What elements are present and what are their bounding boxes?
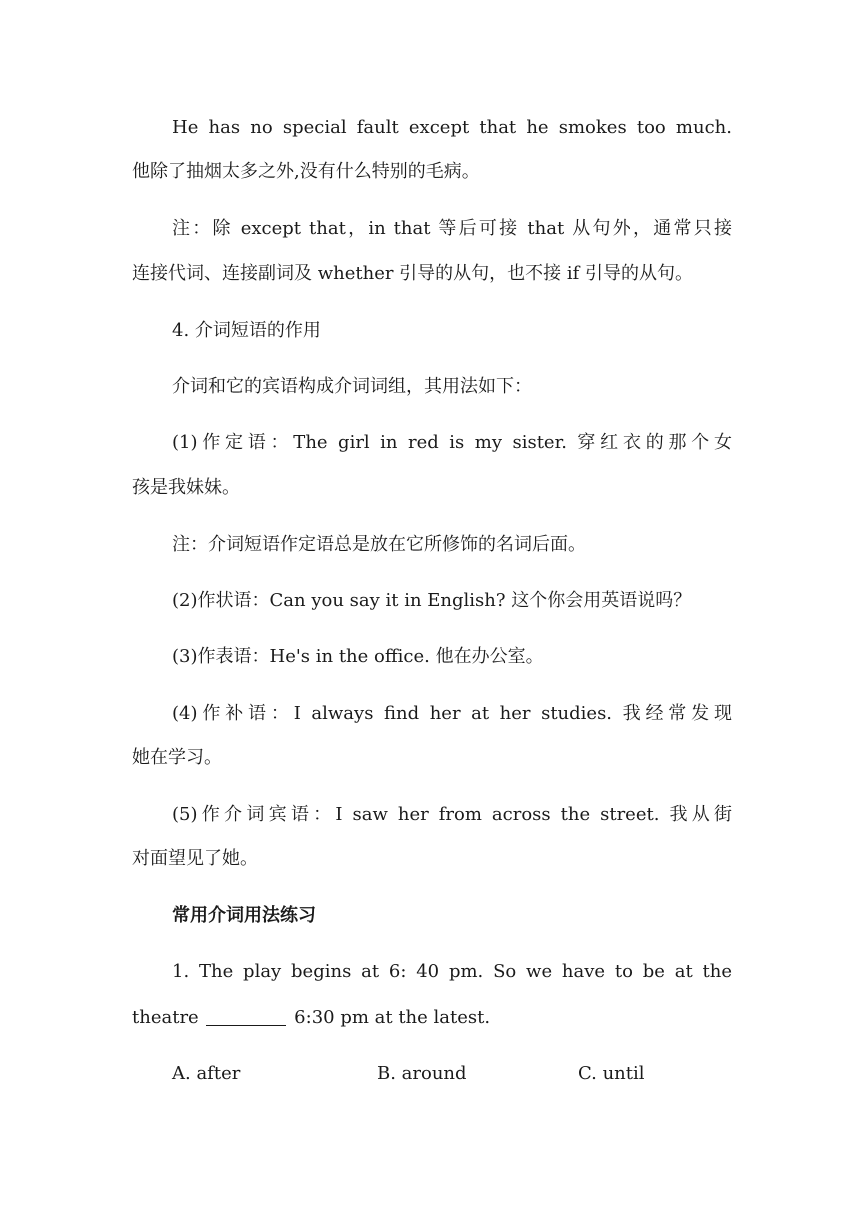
usage-adverbial: (2)作状语：Can you say it in English? 这个你会用英语说吗？ (172, 590, 692, 611)
usage-predicative: (3)作表语：He's in the office. 他在办公室。 (172, 646, 544, 667)
answer-blank[interactable] (206, 1007, 286, 1026)
example-sentence-chinese: 他除了抽烟太多之外,没有什么特别的毛病。 (132, 161, 480, 182)
section-intro: 介词和它的宾语构成介词词组，其用法如下： (172, 376, 532, 397)
question-1-line-1: 1. The play begins at 6: 40 pm. So we have to be at the (172, 961, 732, 982)
note-line-2: 连接代词、连接副词及 whether 引导的从句，也不接 if 引导的从句。 (132, 263, 694, 284)
question-1-line-2 (132, 1006, 732, 1030)
question-1-text-before-blank: theatre (132, 1007, 199, 1028)
note-line-1: 注：除 except that，in that 等后可接 that 从句外，通常只接 (172, 218, 732, 239)
usage-complement-line-2: 她在学习。 (132, 747, 222, 768)
usage-object-line-2: 对面望见了她。 (132, 848, 258, 869)
usage-object-line-1: (5)作介词宾语：I saw her from across the street. 我从街 (172, 804, 732, 825)
option-b[interactable]: B. around (377, 1063, 467, 1084)
question-1-options (172, 1062, 732, 1086)
option-a[interactable]: A. after (172, 1063, 241, 1084)
usage-attributive-note: 注：介词短语作定语总是放在它所修饰的名词后面。 (172, 534, 586, 555)
example-sentence-english: He has no special fault except that he smokes too much. (172, 117, 732, 138)
usage-complement-line-1: (4)作补语：I always find her at her studies. 我经常发现 (172, 703, 732, 724)
practice-heading: 常用介词用法练习 (172, 905, 316, 926)
usage-attributive-line-2: 孩是我妹妹。 (132, 477, 240, 498)
usage-attributive-line-1: (1)作定语：The girl in red is my sister. 穿红衣的那个女 (172, 432, 732, 453)
question-1-text-after-blank: 6:30 pm at the latest. (294, 1007, 491, 1028)
section-heading: 4. 介词短语的作用 (172, 320, 321, 341)
option-c[interactable]: C. until (578, 1063, 645, 1084)
